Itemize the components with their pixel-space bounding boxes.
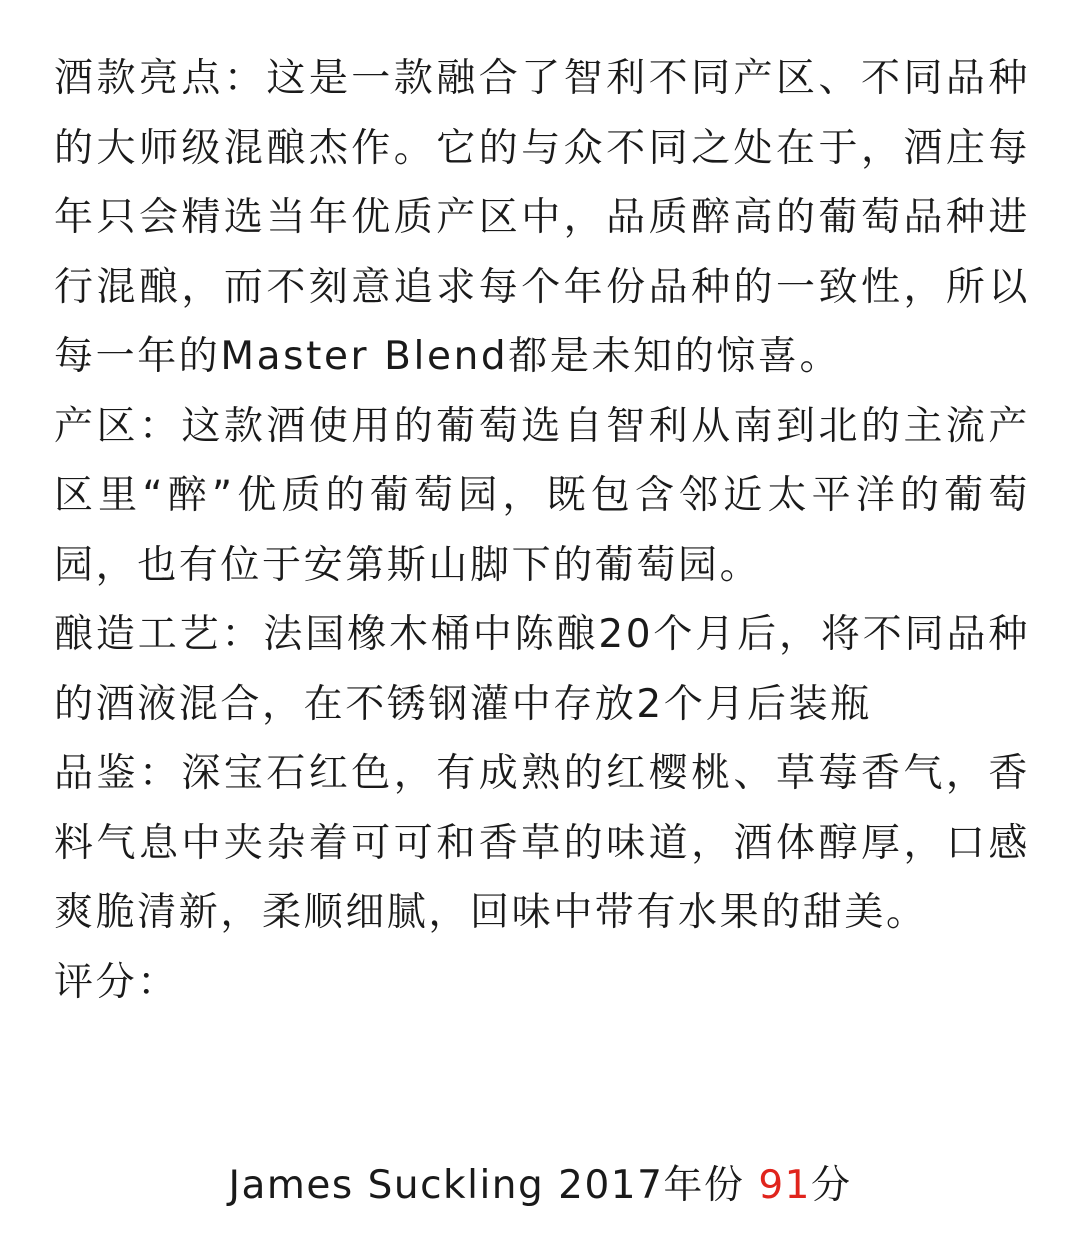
score-line (0, 1151, 1080, 1221)
tasting-paragraph: 品鉴：深宝石红色，有成熟的红樱桃、草莓香气，香料气息中夹杂着可可和香草的味道，酒体醇厚，口感爽脆清新，柔顺细腻，回味中带有水果的甜美。 (54, 751, 1030, 935)
rating-heading: 评分： (54, 959, 179, 1005)
winemaking-paragraph: 酿造工艺：法国橡木桶中陈酿20个月后，将不同品种的酒液混合，在不锈钢灌中存放2个月后装瓶 (54, 612, 1030, 727)
score-value: 91 (758, 1163, 811, 1208)
score-suffix: 分 (810, 1163, 852, 1208)
article-body (54, 44, 1030, 1017)
score-prefix: James Suckling 2017年份 (228, 1163, 759, 1208)
highlight-paragraph: 酒款亮点：这是一款融合了智利不同产区、不同品种的大师级混酿杰作。它的与众不同之处在于，酒庄每年只会精选当年优质产区中，品质醉高的葡萄品种进行混酿，而不刻意追求每个年份品种的一致性，所以每一年的Master Blend都是未知的惊喜。 (54, 56, 1030, 379)
region-paragraph: 产区：这款酒使用的葡萄选自智利从南到北的主流产区里“醉”优质的葡萄园，既包含邻近太平洋的葡萄园，也有位于安第斯山脚下的葡萄园。 (54, 403, 1030, 588)
